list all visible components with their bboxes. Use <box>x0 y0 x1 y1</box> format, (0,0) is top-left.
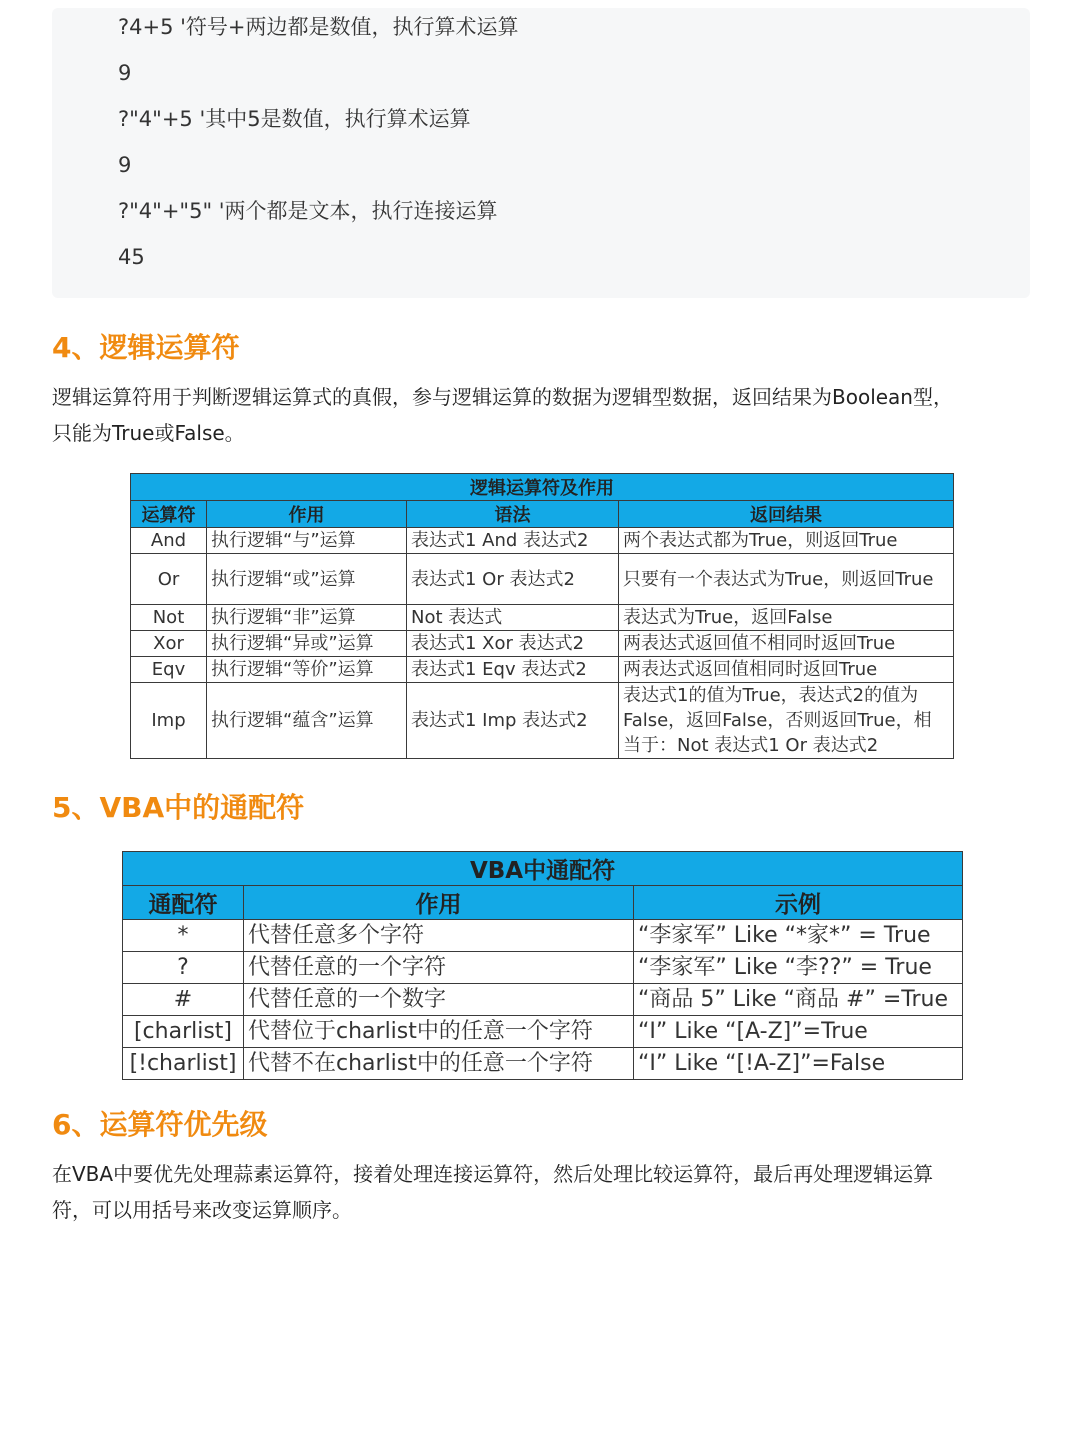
column-header: 作用 <box>207 501 407 528</box>
table-cell: 执行逻辑“等价”运算 <box>207 657 407 683</box>
code-line-5: ?"4"+"5" '两个都是文本，执行连接运算 <box>118 199 498 223</box>
table-header-row <box>123 886 963 920</box>
table-cell: 执行逻辑“非”运算 <box>207 605 407 631</box>
column-header: 作用 <box>244 886 634 920</box>
table-cell: 执行逻辑“异或”运算 <box>207 631 407 657</box>
table-row <box>123 952 963 984</box>
code-line-4: 9 <box>118 153 132 177</box>
table-cell: ? <box>123 952 244 984</box>
wildcards-table <box>122 851 963 1080</box>
table-cell: 代替任意多个字符 <box>244 920 634 952</box>
column-header: 示例 <box>634 886 963 920</box>
section4-paragraph <box>52 379 1027 451</box>
column-header: 通配符 <box>123 886 244 920</box>
table-cell: 代替不在charlist中的任意一个字符 <box>244 1048 634 1080</box>
code-line-2: 9 <box>118 61 132 85</box>
table-cell: 表达式1 Eqv 表达式2 <box>407 657 619 683</box>
code-line-1: ?4+5 '符号+两边都是数值，执行算术运算 <box>118 15 519 39</box>
code-block <box>52 8 1030 298</box>
table-cell: 表达式1 Or 表达式2 <box>407 554 619 605</box>
table-row <box>131 605 954 631</box>
table-cell: 表达式1 Imp 表达式2 <box>407 683 619 759</box>
table-row <box>123 1048 963 1080</box>
table-cell: Not 表达式 <box>407 605 619 631</box>
table-cell: 执行逻辑“或”运算 <box>207 554 407 605</box>
table-cell: Not <box>131 605 207 631</box>
column-header: 运算符 <box>131 501 207 528</box>
table-row <box>131 528 954 554</box>
table-header-row <box>131 501 954 528</box>
table-cell: 表达式为True，返回False <box>619 605 954 631</box>
table-cell: # <box>123 984 244 1016</box>
logic-operators-table <box>130 473 954 759</box>
table-cell: “I” Like “[!A-Z]”=False <box>634 1048 963 1080</box>
table-cell: * <box>123 920 244 952</box>
section-heading-wildcards: 5、VBA中的通配符 <box>52 791 305 824</box>
table-cell: [!charlist] <box>123 1048 244 1080</box>
table-cell: “李家军” Like “李??” = True <box>634 952 963 984</box>
code-line-3: ?"4"+5 '其中5是数值，执行算术运算 <box>118 107 471 131</box>
table-cell: 两个表达式都为True，则返回True <box>619 528 954 554</box>
table-cell: Eqv <box>131 657 207 683</box>
table-cell: 只要有一个表达式为True，则返回True <box>619 554 954 605</box>
column-header: 语法 <box>407 501 619 528</box>
table-row <box>131 631 954 657</box>
table-cell: “I” Like “[A-Z]”=True <box>634 1016 963 1048</box>
code-line-6: 45 <box>118 245 145 269</box>
table-cell: 两表达式返回值相同时返回True <box>619 657 954 683</box>
section6-paragraph <box>52 1156 1027 1228</box>
table-cell: 执行逻辑“与”运算 <box>207 528 407 554</box>
table-cell: 代替位于charlist中的任意一个字符 <box>244 1016 634 1048</box>
table-cell: “商品 5” Like “商品 #” =True <box>634 984 963 1016</box>
section-heading-operator-precedence: 6、运算符优先级 <box>52 1108 268 1141</box>
table-cell: Imp <box>131 683 207 759</box>
table-cell: 执行逻辑“蕴含”运算 <box>207 683 407 759</box>
table-row <box>123 984 963 1016</box>
table-cell: 两表达式返回值不相同时返回True <box>619 631 954 657</box>
column-header: 返回结果 <box>619 501 954 528</box>
table-row <box>131 683 954 759</box>
section-heading-logic-operators: 4、逻辑运算符 <box>52 331 240 364</box>
table-row <box>123 920 963 952</box>
table-title: 逻辑运算符及作用 <box>131 474 954 501</box>
section6-paragraph-line1: 在VBA中要优先处理蒜素运算符，接着处理连接运算符，然后处理比较运算符，最后再处理逻辑运算 <box>52 1162 934 1186</box>
table-row <box>123 1016 963 1048</box>
table-cell: 代替任意的一个数字 <box>244 984 634 1016</box>
table-cell: 代替任意的一个字符 <box>244 952 634 984</box>
table-cell: And <box>131 528 207 554</box>
section6-paragraph-line2: 符，可以用括号来改变运算顺序。 <box>52 1198 352 1222</box>
table-title: VBA中通配符 <box>123 852 963 886</box>
table-cell: “李家军” Like “*家*” = True <box>634 920 963 952</box>
table-cell: 表达式1 Xor 表达式2 <box>407 631 619 657</box>
section4-paragraph-line1: 逻辑运算符用于判断逻辑运算式的真假，参与逻辑运算的数据为逻辑型数据，返回结果为Boolean型， <box>52 385 953 409</box>
section4-paragraph-line2: 只能为True或False。 <box>52 421 245 445</box>
table-cell: [charlist] <box>123 1016 244 1048</box>
table-row <box>131 657 954 683</box>
table-cell: 表达式1 And 表达式2 <box>407 528 619 554</box>
table-row <box>131 554 954 605</box>
table-cell: Or <box>131 554 207 605</box>
table-cell: 表达式1的值为True，表达式2的值为False，返回False，否则返回True，相当于：Not 表达式1 Or 表达式2 <box>619 683 954 759</box>
table-cell: Xor <box>131 631 207 657</box>
